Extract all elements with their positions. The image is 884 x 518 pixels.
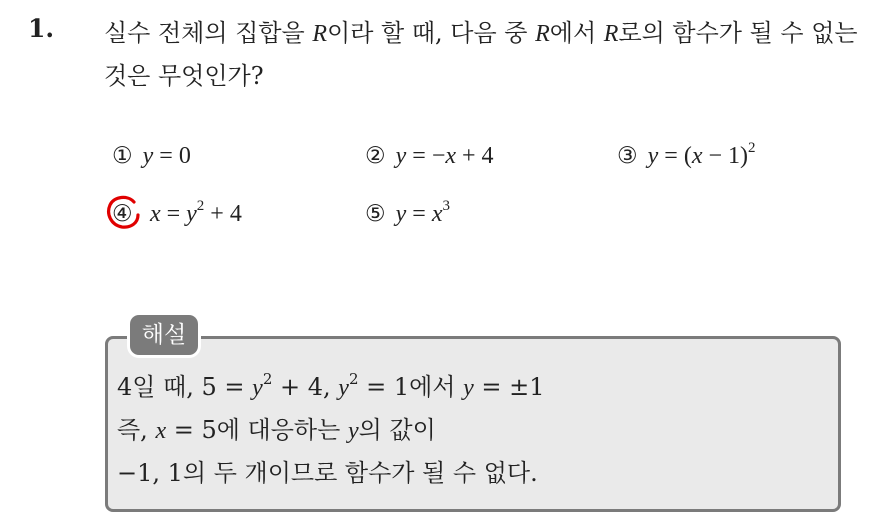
choice-number: ② xyxy=(365,143,386,169)
stem-text-3: 에서 xyxy=(549,19,604,47)
stem-var-r: R xyxy=(312,21,328,47)
choice-expression: $y = (x - 1)^2$ xyxy=(647,140,756,169)
choice-number: ⑤ xyxy=(365,201,386,227)
stem-text-1: 실수 전체의 집합을 xyxy=(104,19,313,47)
choice-expression: y = −x + 4 xyxy=(395,143,494,169)
question-number: 1. xyxy=(28,14,55,43)
stem-text-2: 이라 할 때, 다음 중 xyxy=(327,19,536,47)
solution-line-1: 4일 때, $5 = y^2 + 4$, $y^2 = 1$에서 y = ±1 xyxy=(117,370,545,401)
choice-3[interactable] xyxy=(617,140,756,170)
choice-number: ③ xyxy=(617,143,638,169)
choice-expression: $x = y^2 + 4$ xyxy=(149,198,242,227)
choice-expression: y = 0 xyxy=(142,143,191,169)
stem-text-4: 로의 함수가 될 수 없는 것은 무엇인가? xyxy=(104,19,858,90)
stem-var-r: R xyxy=(603,21,619,47)
choice-number: ④ xyxy=(112,201,140,227)
choice-2[interactable] xyxy=(365,143,494,170)
solution-label: 해설 xyxy=(130,315,198,355)
choice-4[interactable] xyxy=(112,198,242,228)
choice-5[interactable] xyxy=(365,198,450,228)
solution-text xyxy=(117,366,545,494)
choice-number: ① xyxy=(112,143,133,169)
solution-line-3: −1, 1의 두 개이므로 함수가 될 수 없다. xyxy=(117,459,538,487)
choice-1[interactable] xyxy=(112,143,191,170)
solution-line-2: 즉, x = 5에 대응하는 y의 값이 xyxy=(117,416,436,444)
stem-var-r: R xyxy=(535,21,550,47)
choice-expression: $y = x^3$ xyxy=(395,198,450,227)
question-stem xyxy=(104,12,874,97)
